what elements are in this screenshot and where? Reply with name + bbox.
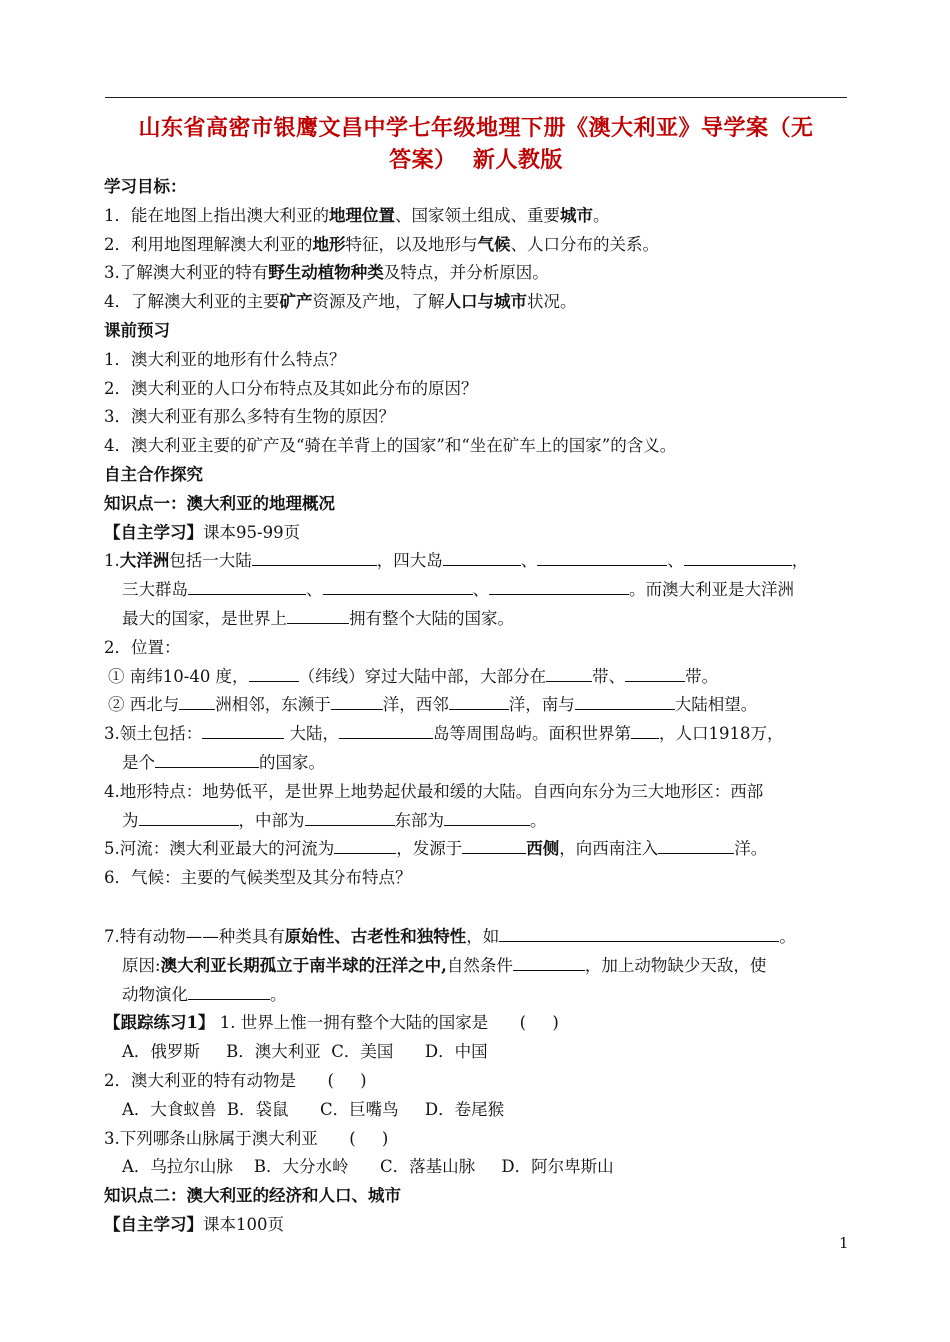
blank-field[interactable] [513, 952, 585, 971]
question-1-line-3: 最大的国家，是世界上 拥有整个大陆的国家。 [104, 605, 856, 634]
blank-field[interactable] [323, 576, 473, 595]
blank-field[interactable] [155, 749, 259, 768]
blank-field[interactable] [449, 691, 509, 710]
practice-options-2: A．大食蚁兽 B．袋鼠 C．巨嘴鸟 D．卷尾猴 [122, 1099, 505, 1119]
goal-item-3: 3.了解澳大利亚的特有野生动植物种类及特点，并分析原因。 [104, 263, 549, 283]
blank-field[interactable] [305, 807, 395, 826]
blank-field[interactable] [252, 547, 377, 566]
blank-field[interactable] [631, 720, 659, 739]
blank-field[interactable] [188, 981, 270, 1000]
practice-question-1: 【跟踪练习1】 1. 世界上惟一拥有整个大陆的国家是 ( ) [104, 1013, 559, 1033]
blank-field[interactable] [287, 605, 349, 624]
preview-question-1: 1．澳大利亚的地形有什么特点？ [104, 349, 346, 369]
page-number: 1 [839, 1234, 849, 1252]
question-3-line-1: 3.领土包括： 大陆， 岛等周围岛屿。面积世界第 ，人口1918万， [104, 720, 856, 749]
blank-field[interactable] [489, 576, 629, 595]
question-7-line-1: 7.特有动物——种类具有原始性、古老性和独特性，如 。 [104, 923, 856, 952]
blank-field[interactable] [331, 691, 383, 710]
question-7-line-3: 动物演化 。 [104, 981, 856, 1010]
blank-field[interactable] [339, 720, 433, 739]
blank-field[interactable] [334, 835, 396, 854]
practice-options-3: A．乌拉尔山脉 B．大分水岭 C．落基山脉 D．阿尔卑斯山 [122, 1157, 614, 1177]
knowledge-point-2-heading: 知识点二：澳大利亚的经济和人口、城市 [104, 1186, 401, 1206]
question-6: 6．气候：主要的气候类型及其分布特点？ [104, 868, 412, 888]
preview-question-2: 2．澳大利亚的人口分布特点及其如此分布的原因？ [104, 378, 478, 398]
blank-field[interactable] [444, 807, 530, 826]
goal-item-4: 4．了解澳大利亚的主要矿产资源及产地，了解人口与城市状况。 [104, 292, 577, 312]
blank-field[interactable] [658, 835, 734, 854]
blank-field[interactable] [537, 547, 667, 566]
blank-field[interactable] [546, 663, 592, 682]
question-4-line-1: 4.地形特点：地势低平，是世界上地势起伏最和缓的大陆。自西向东分为三大地形区：西部 [104, 781, 764, 801]
question-1-line-2: 三大群岛 、 、 。而澳大利亚是大洋洲 [104, 576, 856, 605]
preview-heading: 课前预习 [104, 320, 170, 340]
self-study-line: 【自主学习】课本95-99页 [104, 522, 301, 542]
blank-field[interactable] [575, 691, 675, 710]
question-3-line-2: 是个 的国家。 [104, 749, 856, 778]
practice-options-1: A．俄罗斯 B．澳大利亚 C．美国 D．中国 [122, 1042, 488, 1062]
question-2-heading: 2．位置： [104, 637, 181, 657]
title-line-1: 山东省高密市银鹰文昌中学七年级地理下册《澳大利亚》导学案（无 [138, 115, 814, 141]
question-1-line-1: 1.大洋洲包括一大陆 ，四大岛 、 、 ， [104, 547, 856, 576]
preview-question-3: 3．澳大利亚有那么多特有生物的原因？ [104, 407, 395, 427]
blank-field[interactable] [499, 923, 779, 942]
blank-field[interactable] [625, 663, 685, 682]
blank-field[interactable] [462, 835, 526, 854]
answer-space[interactable] [104, 893, 856, 923]
document-title [100, 112, 852, 176]
goals-heading: 学习目标： [104, 177, 187, 196]
self-study-line-2: 【自主学习】课本100页 [104, 1214, 284, 1234]
blank-field[interactable] [139, 807, 239, 826]
question-2-line-2: ② 西北与 洲相邻，东濒于 洋，西邻 洋，南与 大陆相望。 [104, 691, 856, 720]
question-2-line-1: ① 南纬10-40 度， （纬线）穿过大陆中部，大部分在 带、 带。 [104, 663, 856, 692]
question-7-line-2: 原因:澳大利亚长期孤立于南半球的汪洋之中,自然条件 ，加上动物缺少天敌，使 [104, 952, 856, 981]
blank-field[interactable] [443, 547, 521, 566]
practice-question-2: 2．澳大利亚的特有动物是 ( ) [104, 1070, 367, 1090]
goal-item-2: 2．利用地图理解澳大利亚的地形特征，以及地形与气候、人口分布的关系。 [104, 234, 659, 254]
practice-question-3: 3.下列哪条山脉属于澳大利亚 ( ) [104, 1128, 389, 1148]
question-4-line-2: 为 ，中部为 东部为 。 [104, 807, 856, 836]
preview-question-4: 4．澳大利亚主要的矿产及“骑在羊背上的国家”和“坐在矿车上的国家”的含义。 [104, 436, 677, 456]
blank-field[interactable] [684, 547, 792, 566]
explore-heading: 自主合作探究 [104, 464, 203, 484]
title-line-2: 答案） 新人教版 [389, 147, 563, 173]
goal-item-1: 1．能在地图上指出澳大利亚的地理位置、国家领土组成、重要城市。 [104, 205, 610, 225]
document-body [104, 173, 856, 1240]
blank-field[interactable] [179, 691, 215, 710]
knowledge-point-1-heading: 知识点一：澳大利亚的地理概况 [104, 493, 335, 513]
blank-field[interactable] [202, 720, 284, 739]
blank-field[interactable] [249, 663, 299, 682]
blank-field[interactable] [188, 576, 306, 595]
header-rule [105, 97, 847, 98]
question-5: 5.河流：澳大利亚最大的河流为 ，发源于 西侧，向西南注入 洋。 [104, 835, 856, 864]
